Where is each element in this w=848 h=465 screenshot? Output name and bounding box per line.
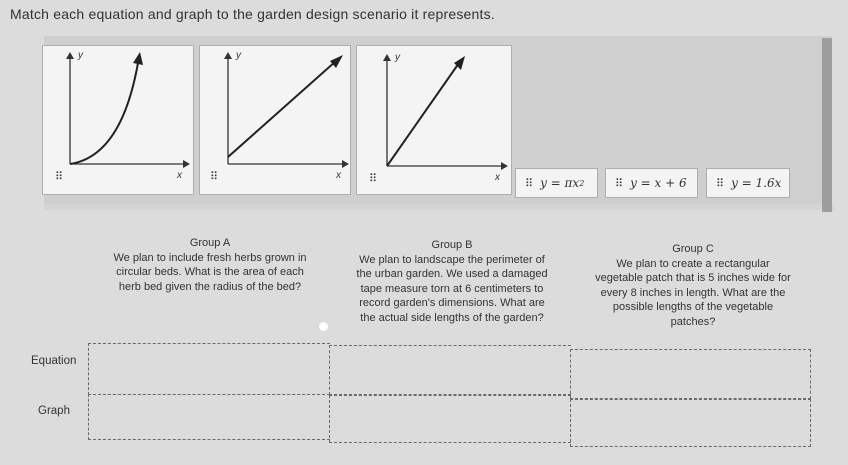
drop-zone-graph-group-c[interactable]: [570, 399, 811, 447]
x-axis-label: x: [495, 172, 500, 183]
drop-zone-equation-group-a[interactable]: [88, 343, 330, 395]
drag-handle-icon[interactable]: ⠿: [525, 176, 533, 190]
x-axis-label: x: [336, 170, 341, 181]
group-a-title: Group A: [189, 237, 231, 249]
question-prompt: Match each equation and graph to the garden design scenario it represents.: [10, 6, 495, 22]
cursor-dot: [319, 322, 328, 331]
group-b-scenario: [334, 238, 570, 325]
graph-curve: [43, 46, 195, 196]
group-c-title: Group C: [672, 243, 714, 255]
group-b-line-4: record garden's dimensions. What are: [359, 297, 545, 309]
drag-handle-icon[interactable]: ⠿: [55, 170, 63, 183]
y-axis-label: y: [78, 50, 83, 61]
graph-card-line-offset[interactable]: [199, 45, 351, 195]
drop-zone-graph-group-b[interactable]: [329, 395, 571, 443]
group-b-line-2: the urban garden. We used a damaged: [356, 268, 548, 280]
answer-bank-shadow: [44, 204, 834, 210]
drag-handle-icon[interactable]: ⠿: [369, 172, 377, 185]
group-b-line-3: tape measure torn at 6 centimeters to: [360, 282, 544, 295]
group-b-line-5: the actual side lengths of the garden?: [360, 311, 544, 324]
x-axis-label: x: [177, 170, 182, 181]
y-axis-label: y: [395, 52, 400, 63]
drop-zone-equation-group-c[interactable]: [570, 349, 811, 399]
equation-card-x-plus-6[interactable]: [605, 168, 698, 198]
group-c-line-2: vegetable patch that is 5 inches wide for: [595, 272, 791, 284]
answer-bank-scrollbar[interactable]: [822, 38, 832, 212]
drop-zone-equation-group-b[interactable]: [329, 345, 571, 395]
y-axis-label: y: [236, 50, 241, 61]
graph-card-line-origin[interactable]: [356, 45, 512, 195]
row-label-graph: Graph: [38, 405, 70, 417]
equation-text: y = 1.6x: [731, 176, 782, 190]
group-c-line-5: patches?: [670, 315, 716, 328]
group-c-line-4: possible lengths of the vegetable: [612, 301, 774, 313]
group-c-line-3: every 8 inches in length. What are the: [600, 286, 786, 299]
group-a-line-2: circular beds. What is the area of each: [116, 266, 304, 278]
graph-card-curve[interactable]: [42, 45, 194, 195]
group-c-scenario: [572, 242, 814, 329]
drag-handle-icon[interactable]: ⠿: [716, 176, 724, 190]
row-label-equation: Equation: [31, 355, 77, 367]
equation-card-pi-x-squared[interactable]: [515, 168, 598, 198]
drop-zone-graph-group-a[interactable]: [88, 394, 330, 440]
group-b-line-1: We plan to landscape the perimeter of: [359, 253, 545, 266]
equation-exponent: 2: [579, 178, 585, 188]
equation-card-1-6x[interactable]: [706, 168, 790, 198]
drag-handle-icon[interactable]: ⠿: [615, 176, 623, 190]
graph-line-offset: [200, 46, 352, 196]
group-c-line-1: We plan to create a rectangular: [616, 257, 770, 270]
group-a-scenario: [90, 236, 330, 294]
graph-line-origin: [357, 46, 513, 196]
drag-handle-icon[interactable]: ⠿: [210, 170, 218, 183]
group-a-line-1: We plan to include fresh herbs grown in: [113, 251, 307, 264]
group-b-title: Group B: [431, 239, 473, 251]
equation-text: y = πx: [540, 176, 580, 190]
group-a-line-3: herb bed given the radius of the bed?: [118, 280, 302, 293]
equation-text: y = x + 6: [630, 176, 687, 190]
